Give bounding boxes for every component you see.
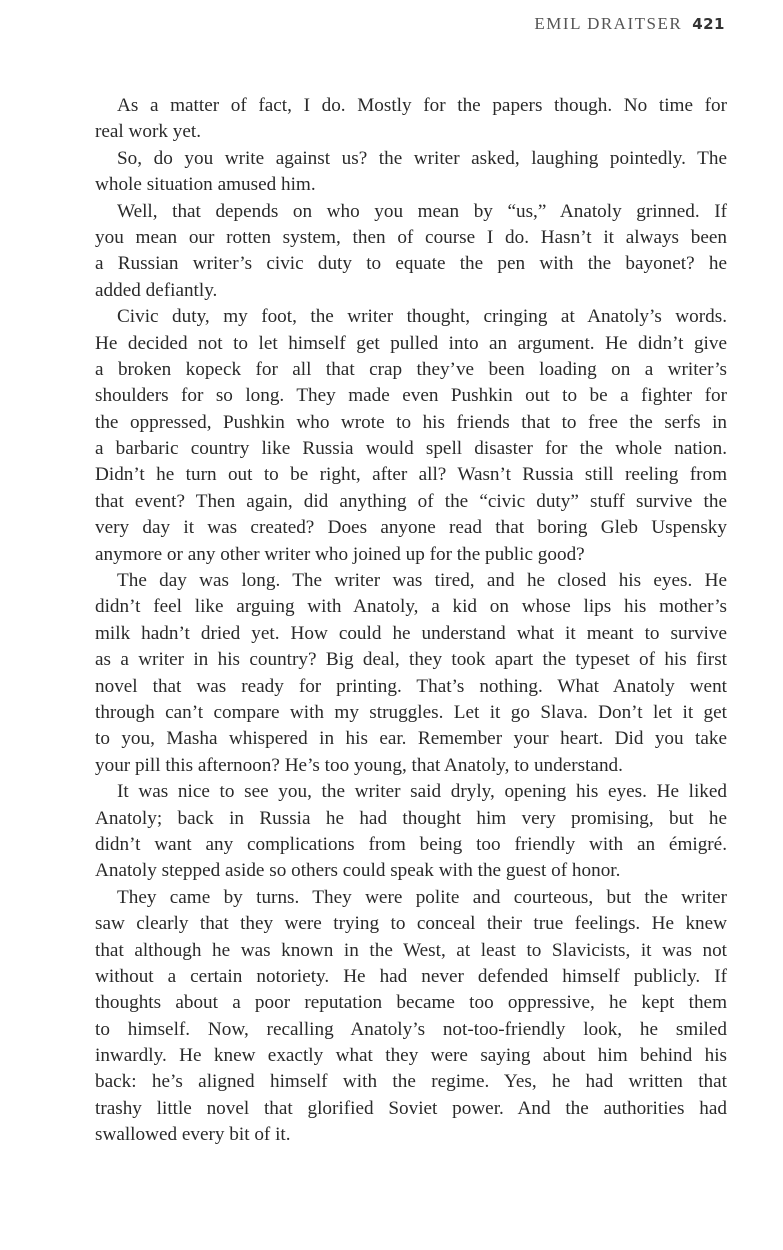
text-line: back: he’s aligned himself with the regime. Yes, he had written that (95, 1071, 727, 1093)
text-line: to himself. Now, recalling Anatoly’s not-too-friendly look, he smiled (95, 1018, 727, 1040)
paragraph (95, 146, 727, 199)
text-line: The day was long. The writer was tired, and he closed his eyes. He (117, 570, 727, 592)
text-line: that event? Then again, did anything of the “civic duty” stuff survive the (95, 490, 727, 512)
text-line: Anatoly; back in Russia he had thought him very promising, but he (95, 807, 727, 829)
text-line: Anatoly stepped aside so others could speak with the guest of honor. (95, 860, 621, 882)
text-line: novel that was ready for printing. That’s nothing. What Anatoly went (95, 675, 727, 697)
text-line: thoughts about a poor reputation became too oppressive, he kept them (95, 992, 727, 1014)
text-line: Well, that depends on who you mean by “us,” Anatoly grinned. If (117, 200, 727, 222)
text-line: to you, Masha whispered in his ear. Remember your heart. Did you take (95, 728, 727, 750)
text-line: you mean our rotten system, then of course I do. Hasn’t it always been (95, 226, 727, 248)
text-line: a Russian writer’s civic duty to equate the pen with the bayonet? he (95, 253, 727, 275)
text-line: swallowed every bit of it. (95, 1124, 291, 1146)
text-line: saw clearly that they were trying to conceal their true feelings. He knew (95, 913, 727, 935)
text-line: the oppressed, Pushkin who wrote to his friends that to free the serfs in (95, 411, 727, 433)
paragraph (95, 93, 727, 146)
text-line: as a writer in his country? Big deal, they took apart the typeset of his first (95, 649, 727, 671)
running-header (534, 14, 725, 34)
text-line: inwardly. He knew exactly what they were saying about him behind his (95, 1045, 727, 1067)
page-number: 421 (692, 15, 725, 33)
text-line: As a matter of fact, I do. Mostly for the papers though. No time for (117, 95, 727, 116)
text-line: milk hadn’t dried yet. How could he understand what it meant to survive (95, 622, 727, 644)
running-head-author: EMIL DRAITSER (534, 14, 683, 33)
paragraph (95, 199, 727, 305)
text-line: through can’t compare with my struggles. Let it go Slava. Don’t let it get (95, 701, 727, 723)
text-line: that although he was known in the West, at least to Slavicists, it was not (95, 939, 727, 961)
paragraph (95, 568, 727, 779)
text-line: It was nice to see you, the writer said dryly, opening his eyes. He liked (117, 781, 727, 803)
paragraph (95, 779, 727, 885)
text-line: trashy little novel that glorified Soviet power. And the authorities had (95, 1097, 727, 1119)
text-line: So, do you write against us? the writer asked, laughing pointedly. The (117, 147, 727, 169)
paragraph (95, 885, 727, 1149)
text-line: Didn’t he turn out to be right, after all? Wasn’t Russia still reeling from (95, 464, 727, 486)
text-line: added defiantly. (95, 279, 218, 301)
text-line: your pill this afternoon? He’s too young, that Anatoly, to understand. (95, 754, 623, 776)
text-line: They came by turns. They were polite and courteous, but the writer (117, 886, 727, 908)
text-line: didn’t feel like arguing with Anatoly, a kid on whose lips his mother’s (95, 596, 727, 618)
text-line: a broken kopeck for all that crap they’ve been loading on a writer’s (95, 358, 727, 380)
body-text (95, 93, 727, 1149)
text-line: a barbaric country like Russia would spell disaster for the whole nation. (95, 438, 727, 460)
text-line: didn’t want any complications from being too friendly with an émigré. (95, 833, 727, 855)
text-line: anymore or any other writer who joined up for the public good? (95, 543, 585, 565)
text-line: whole situation amused him. (95, 174, 316, 196)
text-line: Civic duty, my foot, the writer thought, cringing at Anatoly’s words. (117, 306, 727, 328)
text-line: shoulders for so long. They made even Pushkin out to be a fighter for (95, 385, 727, 407)
paragraph (95, 304, 727, 568)
text-line: very day it was created? Does anyone read that boring Gleb Uspensky (95, 517, 727, 539)
text-line: without a certain notoriety. He had never defended himself publicly. If (95, 965, 727, 987)
text-line: real work yet. (95, 121, 202, 143)
text-line: He decided not to let himself get pulled into an argument. He didn’t give (95, 332, 727, 354)
